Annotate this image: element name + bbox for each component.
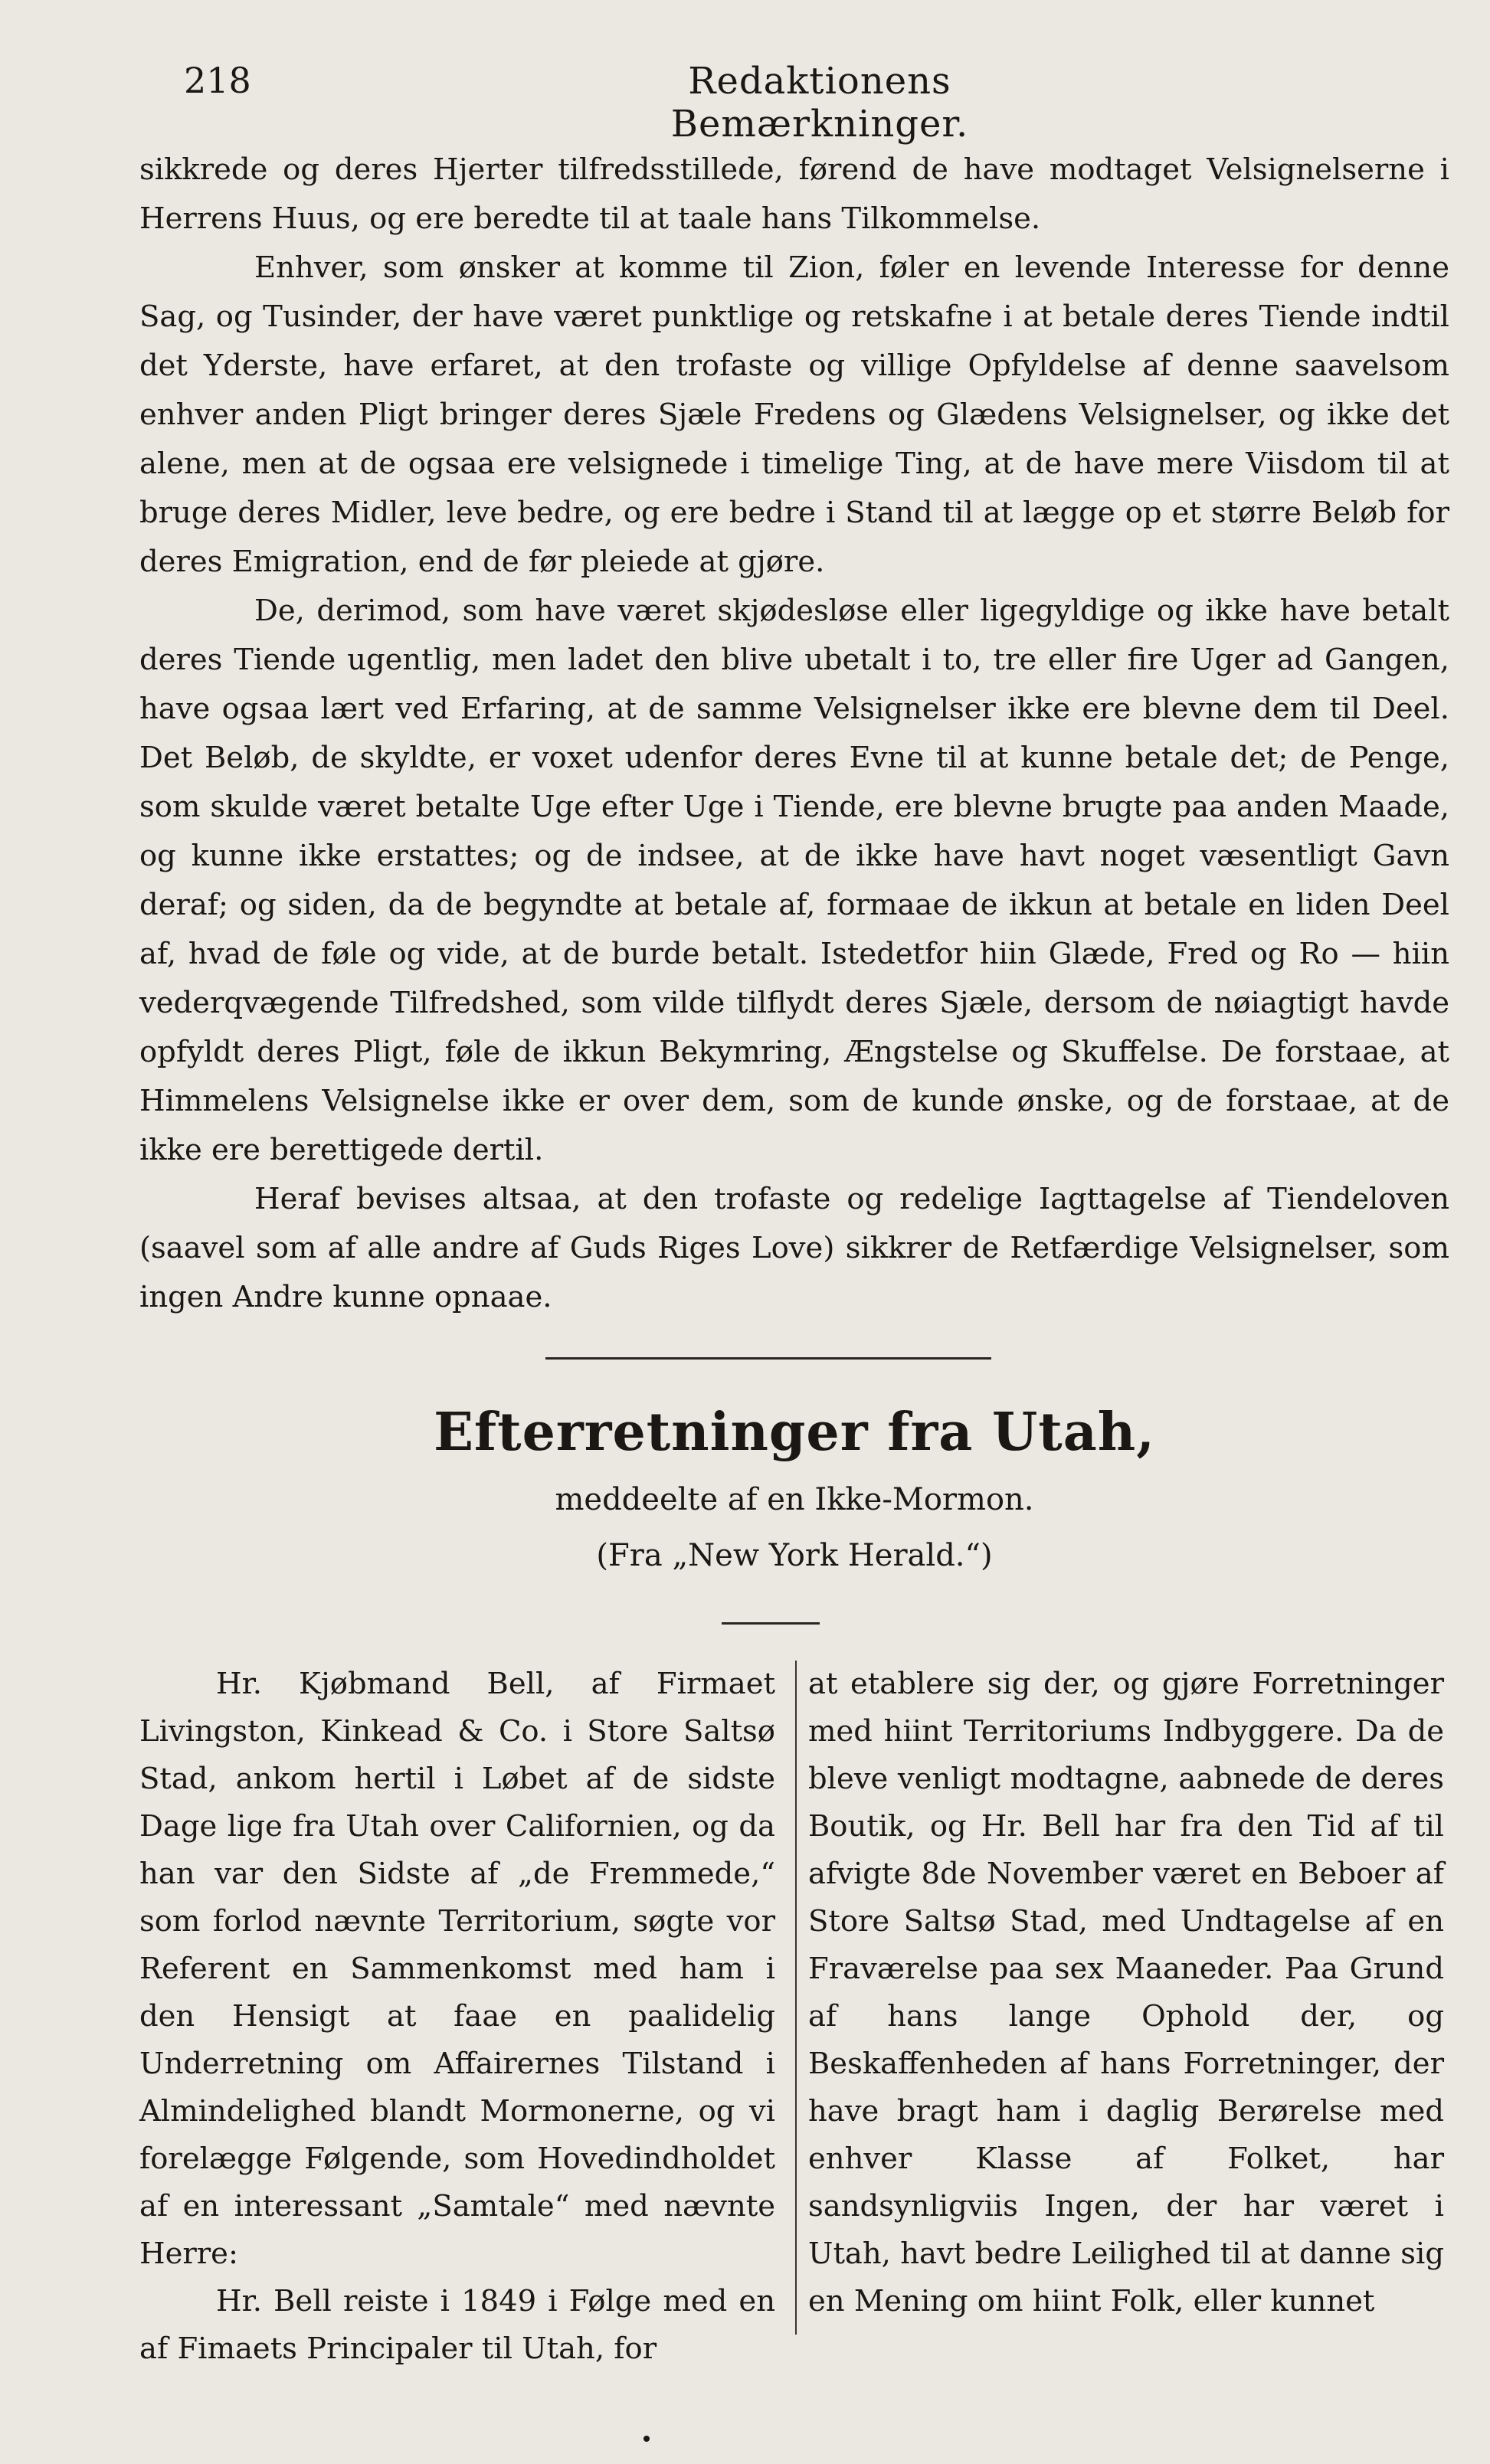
paragraph: De, derimod, som have været skjødesløse eller ligegyldige og ikke have betalt deres Tiende ugentlig, men ladet den blive ubetalt i to, tre eller fire Uger ad Gangen, have ogsaa lært ved Erfaring, at de samme Velsignelser ikke ere blevne dem til Deel. Det Beløb, de skyldte, er voxet udenfor deres Evne til at kunne betale det; de Penge, som skulde været betalte Uge efter Uge i Tiende, ere blevne brugte paa anden Maade, og kunne ikke erstattes; og de indsee, at de ikke have havt noget væsentligt Gavn deraf; og siden, da de begyndte at betale af, formaae de ikkun at betale en liden Deel af, hvad de føle og vide, at de burde betalt. Istedetfor hiin Glæde, Fred og Ro — hiin vederqvægende Tilfredshed, som vilde tilflydt deres Sjæle, dersom de nøiagtigt havde opfyldt deres Pligt, føle de ikkun Bekymring, Ængstelse og Skuffelse. De forstaae, at Himmelens Velsignelse ikke er over dem, som de kunde ønske, og de forstaae, at de ikke ere berettigede dertil. — [139, 594, 1449, 1167]
column-paragraph: at etablere sig der, og gjøre Forretninger med hiint Territoriums Indbyggere. Da de bleve venligt modtagne, aabnede de deres Boutik, og Hr. Bell har fra den Tid af til afvigte 8de November været en Beboer af Store Saltsø Stad, med Undtagelse af en Fraværelse paa sex Maaneder. Paa Grund af hans lange Ophold der, og Beskaffenheden af hans Forretninger, der have bragt ham i daglig Berørelse med enhver Klasse af Folket, har sandsynligviis Ingen, der har været i Utah, havt bedre Leilighed til at danne sig en Mening om hiint Folk, eller kunnet — [808, 1667, 1444, 2318]
paragraph-continuation: sikkrede og deres Hjerter tilfredsstillede, førend de have modtaget Velsignelserne i Herrens Huus, og ere beredte til at taale hans Tilkommelse. — [139, 152, 1449, 236]
page-number: 218 — [184, 60, 251, 101]
article-source: (Fra „New York Herald.“) — [596, 1538, 993, 1573]
page-mark — [643, 2436, 650, 2442]
article-title: Efterretninger fra Utah, — [434, 1402, 1155, 1463]
column-divider — [795, 1661, 797, 2335]
section-divider-rule — [545, 1357, 991, 1360]
page-header — [184, 60, 1433, 146]
editorial-remarks-text — [139, 146, 1449, 1322]
article-subtitle: meddeelte af en Ikke-Mormon. — [555, 1482, 1034, 1517]
paragraph: Enhver, som ønsker at komme til Zion, føler en levende Interesse for denne Sag, og Tusinder, der have været punktlige og retskafne i at betale deres Tiende indtil det Yderste, have erfaret, at den trofaste og villige Opfyldelse af denne saavelsom enhver anden Pligt bringer deres Sjæle Fredens og Glædens Velsignelser, og ikke det alene, men at de ogsaa ere velsignede i timelige Ting, at de have mere Viisdom til at bruge deres Midler, leve bedre, og ere bedre i Stand til at lægge op et større Beløb for deres Emigration, end de før pleiede at gjøre. — [139, 250, 1449, 579]
title-short-rule — [722, 1622, 820, 1625]
running-title: Redaktionens Bemærkninger. — [670, 60, 969, 146]
left-column — [139, 1661, 775, 2373]
column-paragraph: Hr. Kjøbmand Bell, af Firmaet Livingston, Kinkead & Co. i Store Saltsø Stad, ankom hertil i Løbet af de sidste Dage lige fra Utah over Californien, og da han var den Sidste af „de Fremmede,“ som forlod nævnte Territorium, søgte vor Referent en Sammenkomst med ham i den Hensigt at faae en paalidelig Underretning om Affairernes Tilstand i Almindelighed blandt Mormonerne, og vi forelægge Følgende, som Hovedindholdet af en interessant „Samtale“ med nævnte Herre: — [139, 1667, 775, 2271]
column-paragraph: Hr. Bell reiste i 1849 i Følge med en af Fimaets Principaler til Utah, for — [139, 2284, 775, 2366]
paragraph: Heraf bevises altsaa, at den trofaste og redelige Iagttagelse af Tiendeloven (saavel som af alle andre af Guds Riges Love) sikkrer de Retfærdige Velsignelser, som ingen Andre kunne opnaae. — [139, 1182, 1449, 1314]
right-column — [808, 1661, 1444, 2325]
